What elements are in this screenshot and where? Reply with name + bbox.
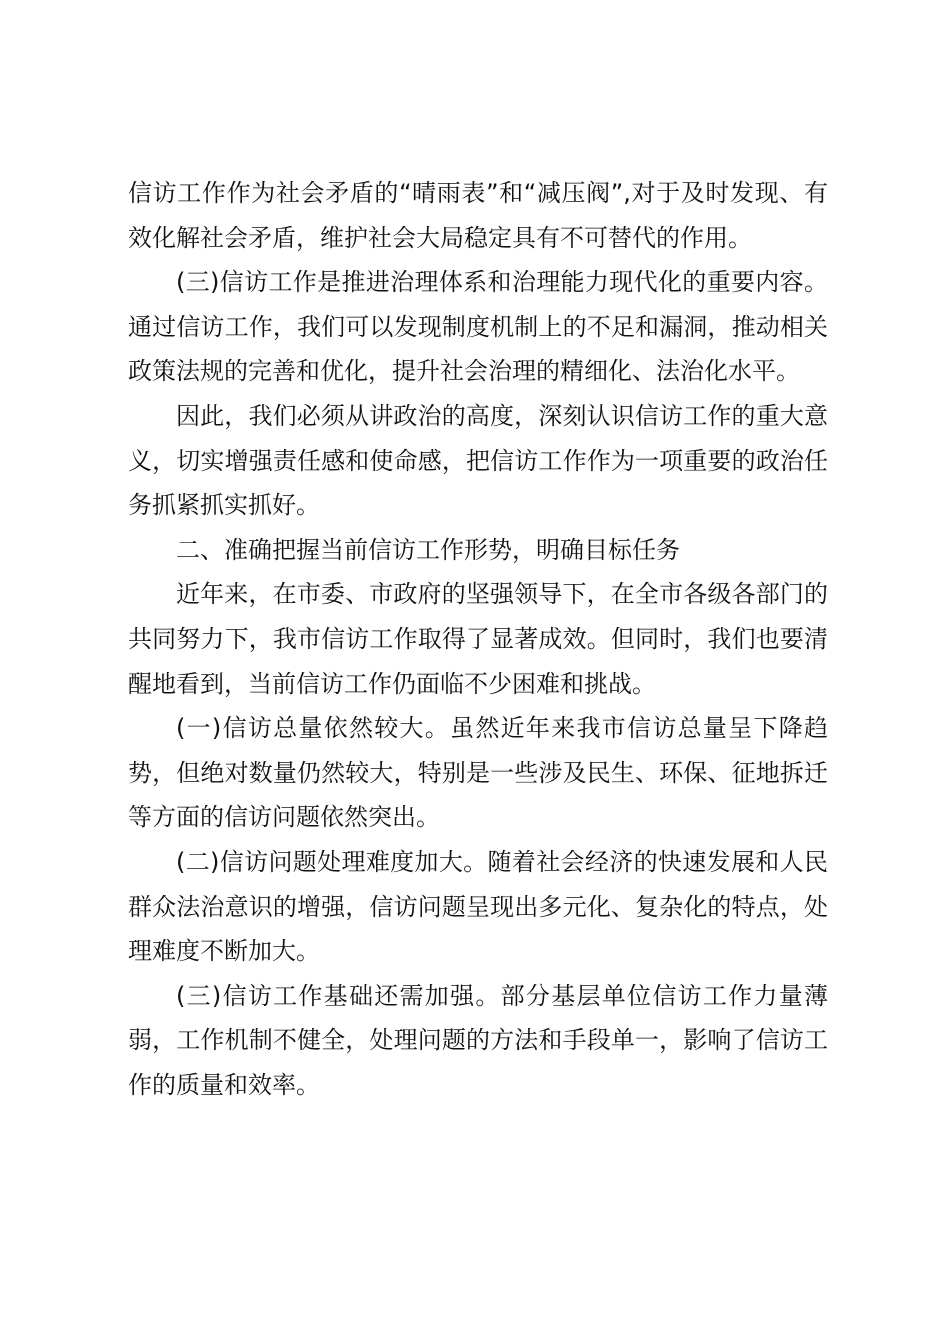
body-paragraph: 信访工作作为社会矛盾的“晴雨表”和“减压阀”,对于及时发现、有效化解社会矛盾，维护社会大局稳定具有不可替代的作用。 xyxy=(128,179,828,252)
body-paragraph: (二)信访问题处理难度加大。随着社会经济的快速发展和人民群众法治意识的增强，信访问题呈现出多元化、复杂化的特点，处理难度不断加大。 xyxy=(128,847,828,966)
body-paragraph: (三)信访工作是推进治理体系和治理能力现代化的重要内容。通过信访工作，我们可以发现制度机制上的不足和漏洞，推动相关政策法规的完善和优化，提升社会治理的精细化、法治化水平。 xyxy=(128,268,828,386)
body-paragraph: 因此，我们必须从讲政治的高度，深刻认识信访工作的重大意义，切实增强责任感和使命感，把信访工作作为一项重要的政治任务抓紧抓实抓好。 xyxy=(128,401,828,520)
body-paragraph: (一)信访总量依然较大。虽然近年来我市信访总量呈下降趋势，但绝对数量仍然较大，特别是一些涉及民生、环保、征地拆迁等方面的信访问题依然突出。 xyxy=(128,714,828,832)
body-paragraph: (三)信访工作基础还需加强。部分基层单位信访工作力量薄弱，工作机制不健全，处理问题的方法和手段单一，影响了信访工作的质量和效率。 xyxy=(128,981,828,1099)
body-paragraph: 近年来，在市委、市政府的坚强领导下，在全市各级各部门的共同努力下，我市信访工作取得了显著成效。但同时，我们也要清醒地看到，当前信访工作仍面临不少困难和挑战。 xyxy=(128,580,828,698)
document-body xyxy=(128,171,828,1107)
section-heading: 二、准确把握当前信访工作形势，明确目标任务 xyxy=(176,535,680,564)
